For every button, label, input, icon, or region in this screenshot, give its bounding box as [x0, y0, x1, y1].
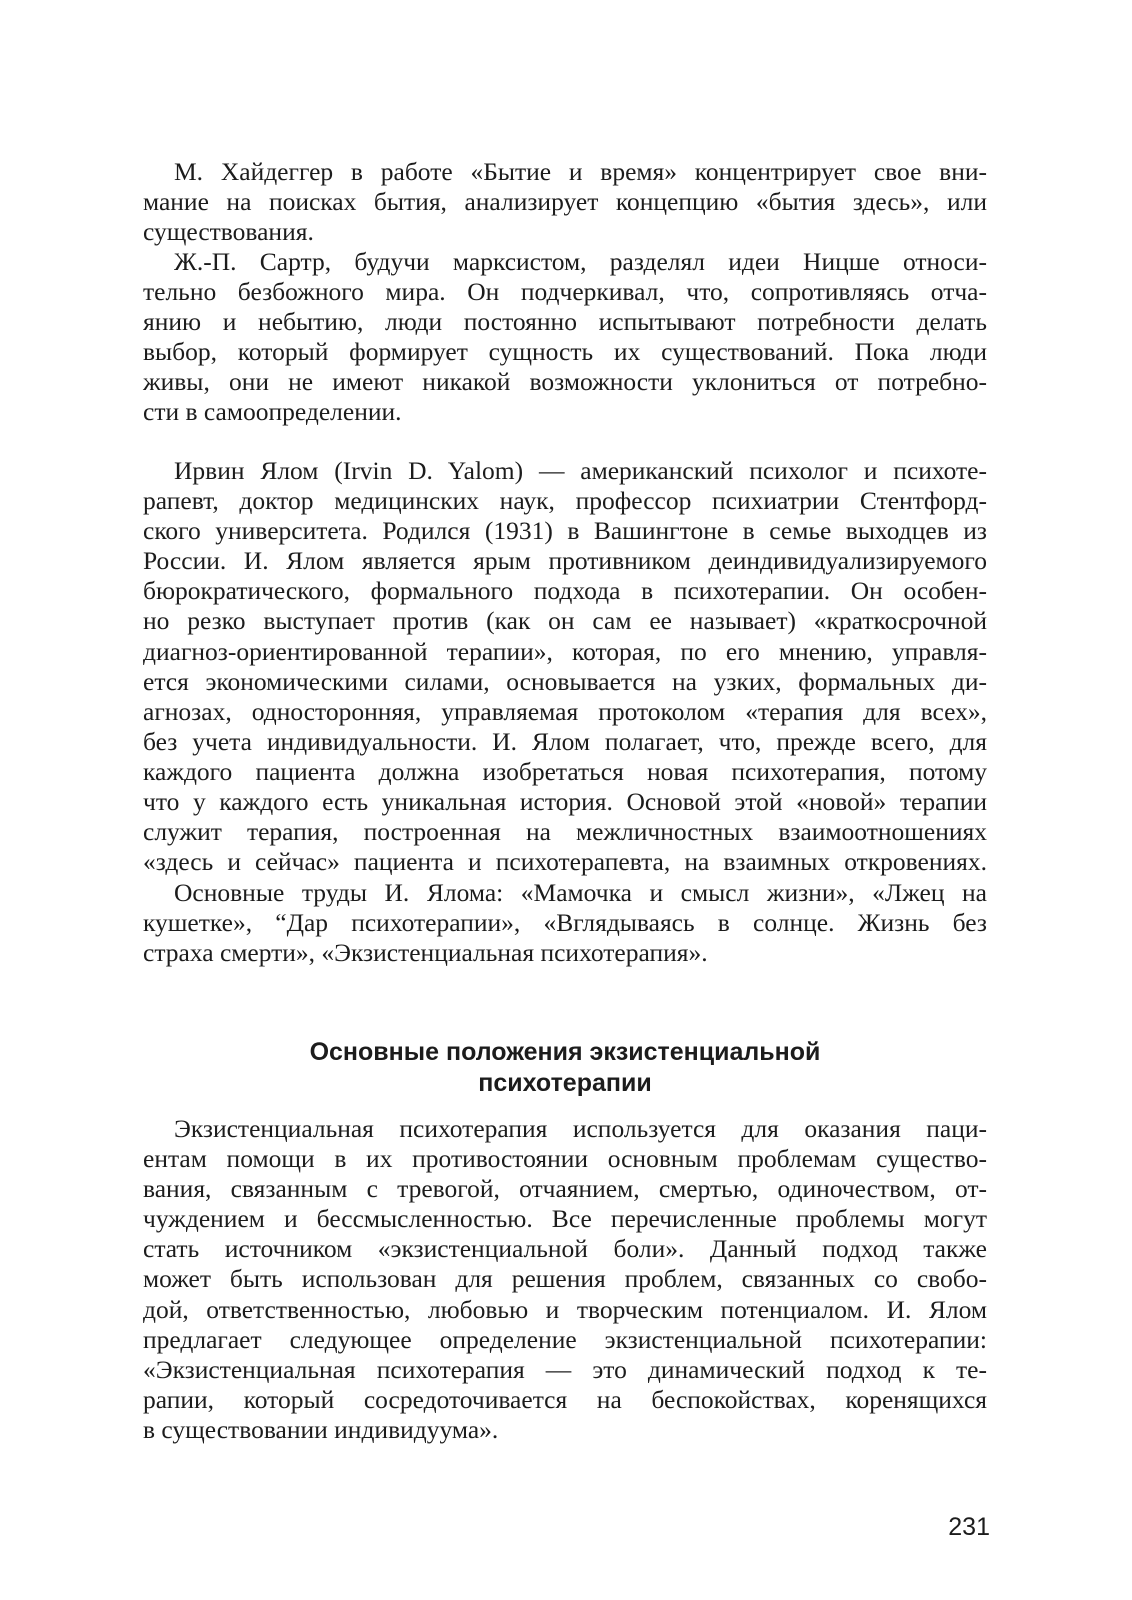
text-line: что у каждого есть уникальная история. Основой этой «новой» терапии [143, 787, 987, 817]
heading-line-1: Основные положения экзистенциальной [309, 1038, 821, 1066]
paragraph-yalom-works [143, 878, 987, 968]
text-line: янию и небытию, люди постоянно испытывают потребности делать [143, 307, 987, 337]
paragraph-sartre [143, 247, 987, 428]
text-line: вания, связанным с тревогой, отчаянием, смертью, одиночеством, от- [143, 1174, 987, 1204]
text-line: рапевт, доктор медицинских наук, профессор психиатрии Стентфорд- [143, 486, 987, 516]
text-line: живы, они не имеют никакой возможности уклониться от потребно- [143, 367, 987, 397]
text-line: Ж.-П. Сартр, будучи марксистом, разделял идеи Ницше относи- [174, 247, 987, 276]
section-heading [143, 1037, 987, 1099]
text-line: бюрократического, формального подхода в психотерапии. Он особен- [143, 576, 987, 606]
text-line: сти в самоопределении. [143, 397, 402, 427]
text-line: Экзистенциальная психотерапия используется для оказания паци- [174, 1114, 987, 1143]
text-line: стать источником «экзистенциальной боли». Данный подход также [143, 1234, 987, 1264]
paragraph-yalom-bio [143, 456, 987, 877]
text-line: ентам помощи в их противостоянии основным проблемам существо- [143, 1144, 987, 1174]
paragraph-existential-therapy [143, 1114, 987, 1445]
text-line: может быть использован для решения проблем, связанных со свобо- [143, 1264, 987, 1294]
heading-line-2: психотерапии [478, 1069, 652, 1097]
text-line: «Экзистенциальная психотерапия — это динамический подход к те- [143, 1354, 987, 1384]
text-line: Ирвин Ялом (Irvin D. Yalom) — американский психолог и психоте- [174, 456, 987, 485]
text-line: «здесь и сейчас» пациента и психотерапевта, на взаимных откровениях. [143, 847, 987, 877]
page-number: 231 [948, 1513, 990, 1541]
text-line: России. И. Ялом является ярым противником деиндивидуализируемого [143, 546, 987, 576]
text-line: ется экономическими силами, основывается на узких, формальных ди- [143, 666, 987, 696]
text-line: М. Хайдеггер в работе «Бытие и время» концентрирует свое вни- [174, 157, 987, 186]
text-line: диагноз-ориентированной терапии», которая, по его мнению, управля- [143, 636, 987, 666]
text-line: но резко выступает против (как он сам ее называет) «краткосрочной [143, 606, 987, 636]
text-line: предлагает следующее определение экзистенциальной психотерапии: [143, 1324, 987, 1354]
text-line: служит терапия, построенная на межличностных взаимоотношениях [143, 817, 987, 847]
text-line: агнозах, односторонняя, управляемая протоколом «терапия для всех», [143, 696, 987, 726]
paragraph-heidegger [143, 157, 987, 247]
text-line: мание на поисках бытия, анализирует концепцию «бытия здесь», или [143, 187, 987, 217]
text-line: кушетке», “Дар психотерапии», «Вглядываясь в солнце. Жизнь без [143, 908, 987, 938]
text-line: ского университета. Родился (1931) в Вашингтоне в семье выходцев из [143, 516, 987, 546]
text-line: существования. [143, 217, 314, 247]
text-line: тельно безбожного мира. Он подчеркивал, что, сопротивляясь отча- [143, 277, 987, 307]
text-line: без учета индивидуальности. И. Ялом полагает, что, прежде всего, для [143, 726, 987, 756]
text-line: страха смерти», «Экзистенциальная психотерапия». [143, 938, 708, 968]
text-line: рапии, который сосредоточивается на беспокойствах, коренящихся [143, 1384, 987, 1414]
text-line: Основные труды И. Ялома: «Мамочка и смысл жизни», «Лжец на [174, 878, 987, 907]
text-line: в существовании индивидуума». [143, 1414, 499, 1444]
text-line: дой, ответственностью, любовью и творческим потенциалом. И. Ялом [143, 1294, 987, 1324]
text-line: выбор, который формирует сущность их существований. Пока люди [143, 337, 987, 367]
text-line: каждого пациента должна изобретаться новая психотерапия, потому [143, 756, 987, 786]
text-line: чуждением и бессмысленностью. Все перечисленные проблемы могут [143, 1204, 987, 1234]
